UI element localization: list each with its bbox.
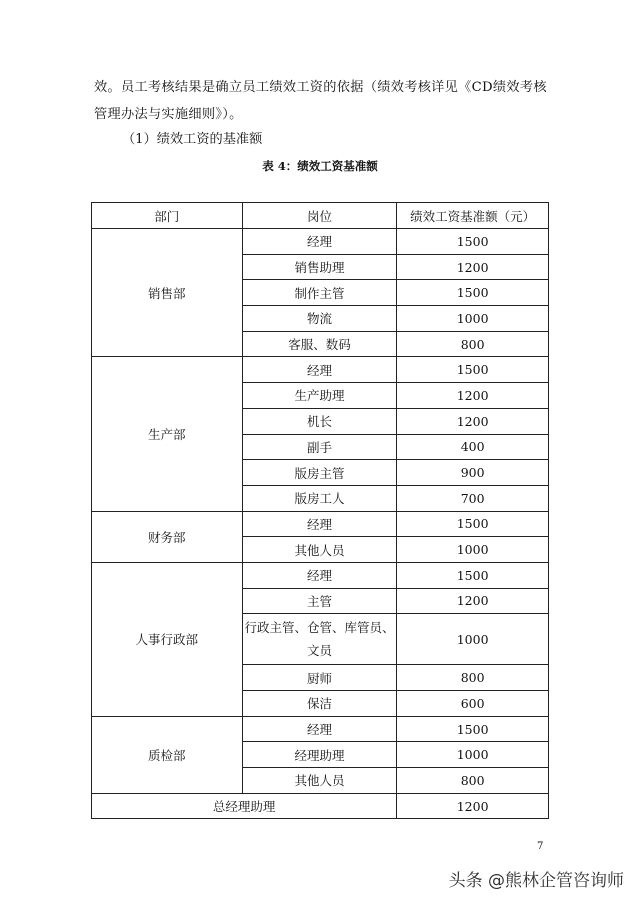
amount-cell: 1000 xyxy=(397,306,549,332)
post-cell: 行政主管、仓管、库管员、文员 xyxy=(242,614,397,665)
post-cell: 经理 xyxy=(242,357,397,383)
department-cell: 人事行政部 xyxy=(92,562,243,716)
post-cell: 物流 xyxy=(242,306,397,332)
amount-cell: 800 xyxy=(397,768,549,794)
amount-cell: 1000 xyxy=(397,537,549,563)
post-cell: 经理 xyxy=(242,562,397,588)
amount-cell: 900 xyxy=(397,460,549,486)
post-cell: 经理 xyxy=(242,229,397,255)
post-cell: 销售助理 xyxy=(242,254,397,280)
table-footer-row xyxy=(92,793,549,819)
amount-cell: 800 xyxy=(397,331,549,357)
post-cell: 其他人员 xyxy=(242,768,397,794)
header-post: 岗位 xyxy=(242,203,397,229)
department-cell: 质检部 xyxy=(92,716,243,793)
amount-cell: 1200 xyxy=(397,588,549,614)
body-paragraph: 效。员工考核结果是确立员工绩效工资的依据（绩效考核详见《CD绩效考核管理办法与实施细则》）。 xyxy=(94,80,547,122)
header-amount: 绩效工资基准额（元） xyxy=(397,203,549,229)
amount-cell: 1500 xyxy=(397,357,549,383)
amount-cell: 1500 xyxy=(397,511,549,537)
table-row xyxy=(92,716,549,742)
post-cell: 版房主管 xyxy=(242,460,397,486)
amount-cell: 1000 xyxy=(397,742,549,768)
post-cell: 保洁 xyxy=(242,691,397,717)
table-row xyxy=(92,562,549,588)
table-row xyxy=(92,229,549,255)
table-row xyxy=(92,357,549,383)
post-cell: 副手 xyxy=(242,434,397,460)
table-caption: 表 4：绩效工资基准额 xyxy=(262,159,378,173)
amount-cell: 1500 xyxy=(397,562,549,588)
section-subheading: （1）绩效工资的基准额 xyxy=(122,132,263,147)
amount-cell: 1200 xyxy=(397,408,549,434)
post-cell: 经理 xyxy=(242,716,397,742)
amount-cell: 1200 xyxy=(397,383,549,409)
amount-cell: 1500 xyxy=(397,716,549,742)
page-number: 7 xyxy=(537,841,544,852)
amount-cell: 1200 xyxy=(397,254,549,280)
table-header-row xyxy=(92,203,549,229)
amount-cell: 700 xyxy=(397,485,549,511)
post-cell: 经理助理 xyxy=(242,742,397,768)
amount-cell: 800 xyxy=(397,665,549,691)
table-row xyxy=(92,511,549,537)
amount-cell: 1000 xyxy=(397,614,549,665)
bonus-base-table xyxy=(91,202,549,819)
department-cell: 销售部 xyxy=(92,229,243,357)
watermark: 头条 @熊林企管咨询师 xyxy=(448,871,624,891)
post-cell: 其他人员 xyxy=(242,537,397,563)
amount-cell: 1500 xyxy=(397,280,549,306)
amount-cell: 400 xyxy=(397,434,549,460)
amount-cell: 600 xyxy=(397,691,549,717)
footer-label-cell: 总经理助理 xyxy=(92,793,397,819)
header-department: 部门 xyxy=(92,203,243,229)
post-cell: 主管 xyxy=(242,588,397,614)
department-cell: 生产部 xyxy=(92,357,243,511)
post-cell: 客服、数码 xyxy=(242,331,397,357)
footer-amount-cell: 1200 xyxy=(397,793,549,819)
post-cell: 机长 xyxy=(242,408,397,434)
amount-cell: 1500 xyxy=(397,229,549,255)
post-cell: 厨师 xyxy=(242,665,397,691)
post-cell: 生产助理 xyxy=(242,383,397,409)
post-cell: 版房工人 xyxy=(242,485,397,511)
post-cell: 经理 xyxy=(242,511,397,537)
post-cell: 制作主管 xyxy=(242,280,397,306)
department-cell: 财务部 xyxy=(92,511,243,562)
